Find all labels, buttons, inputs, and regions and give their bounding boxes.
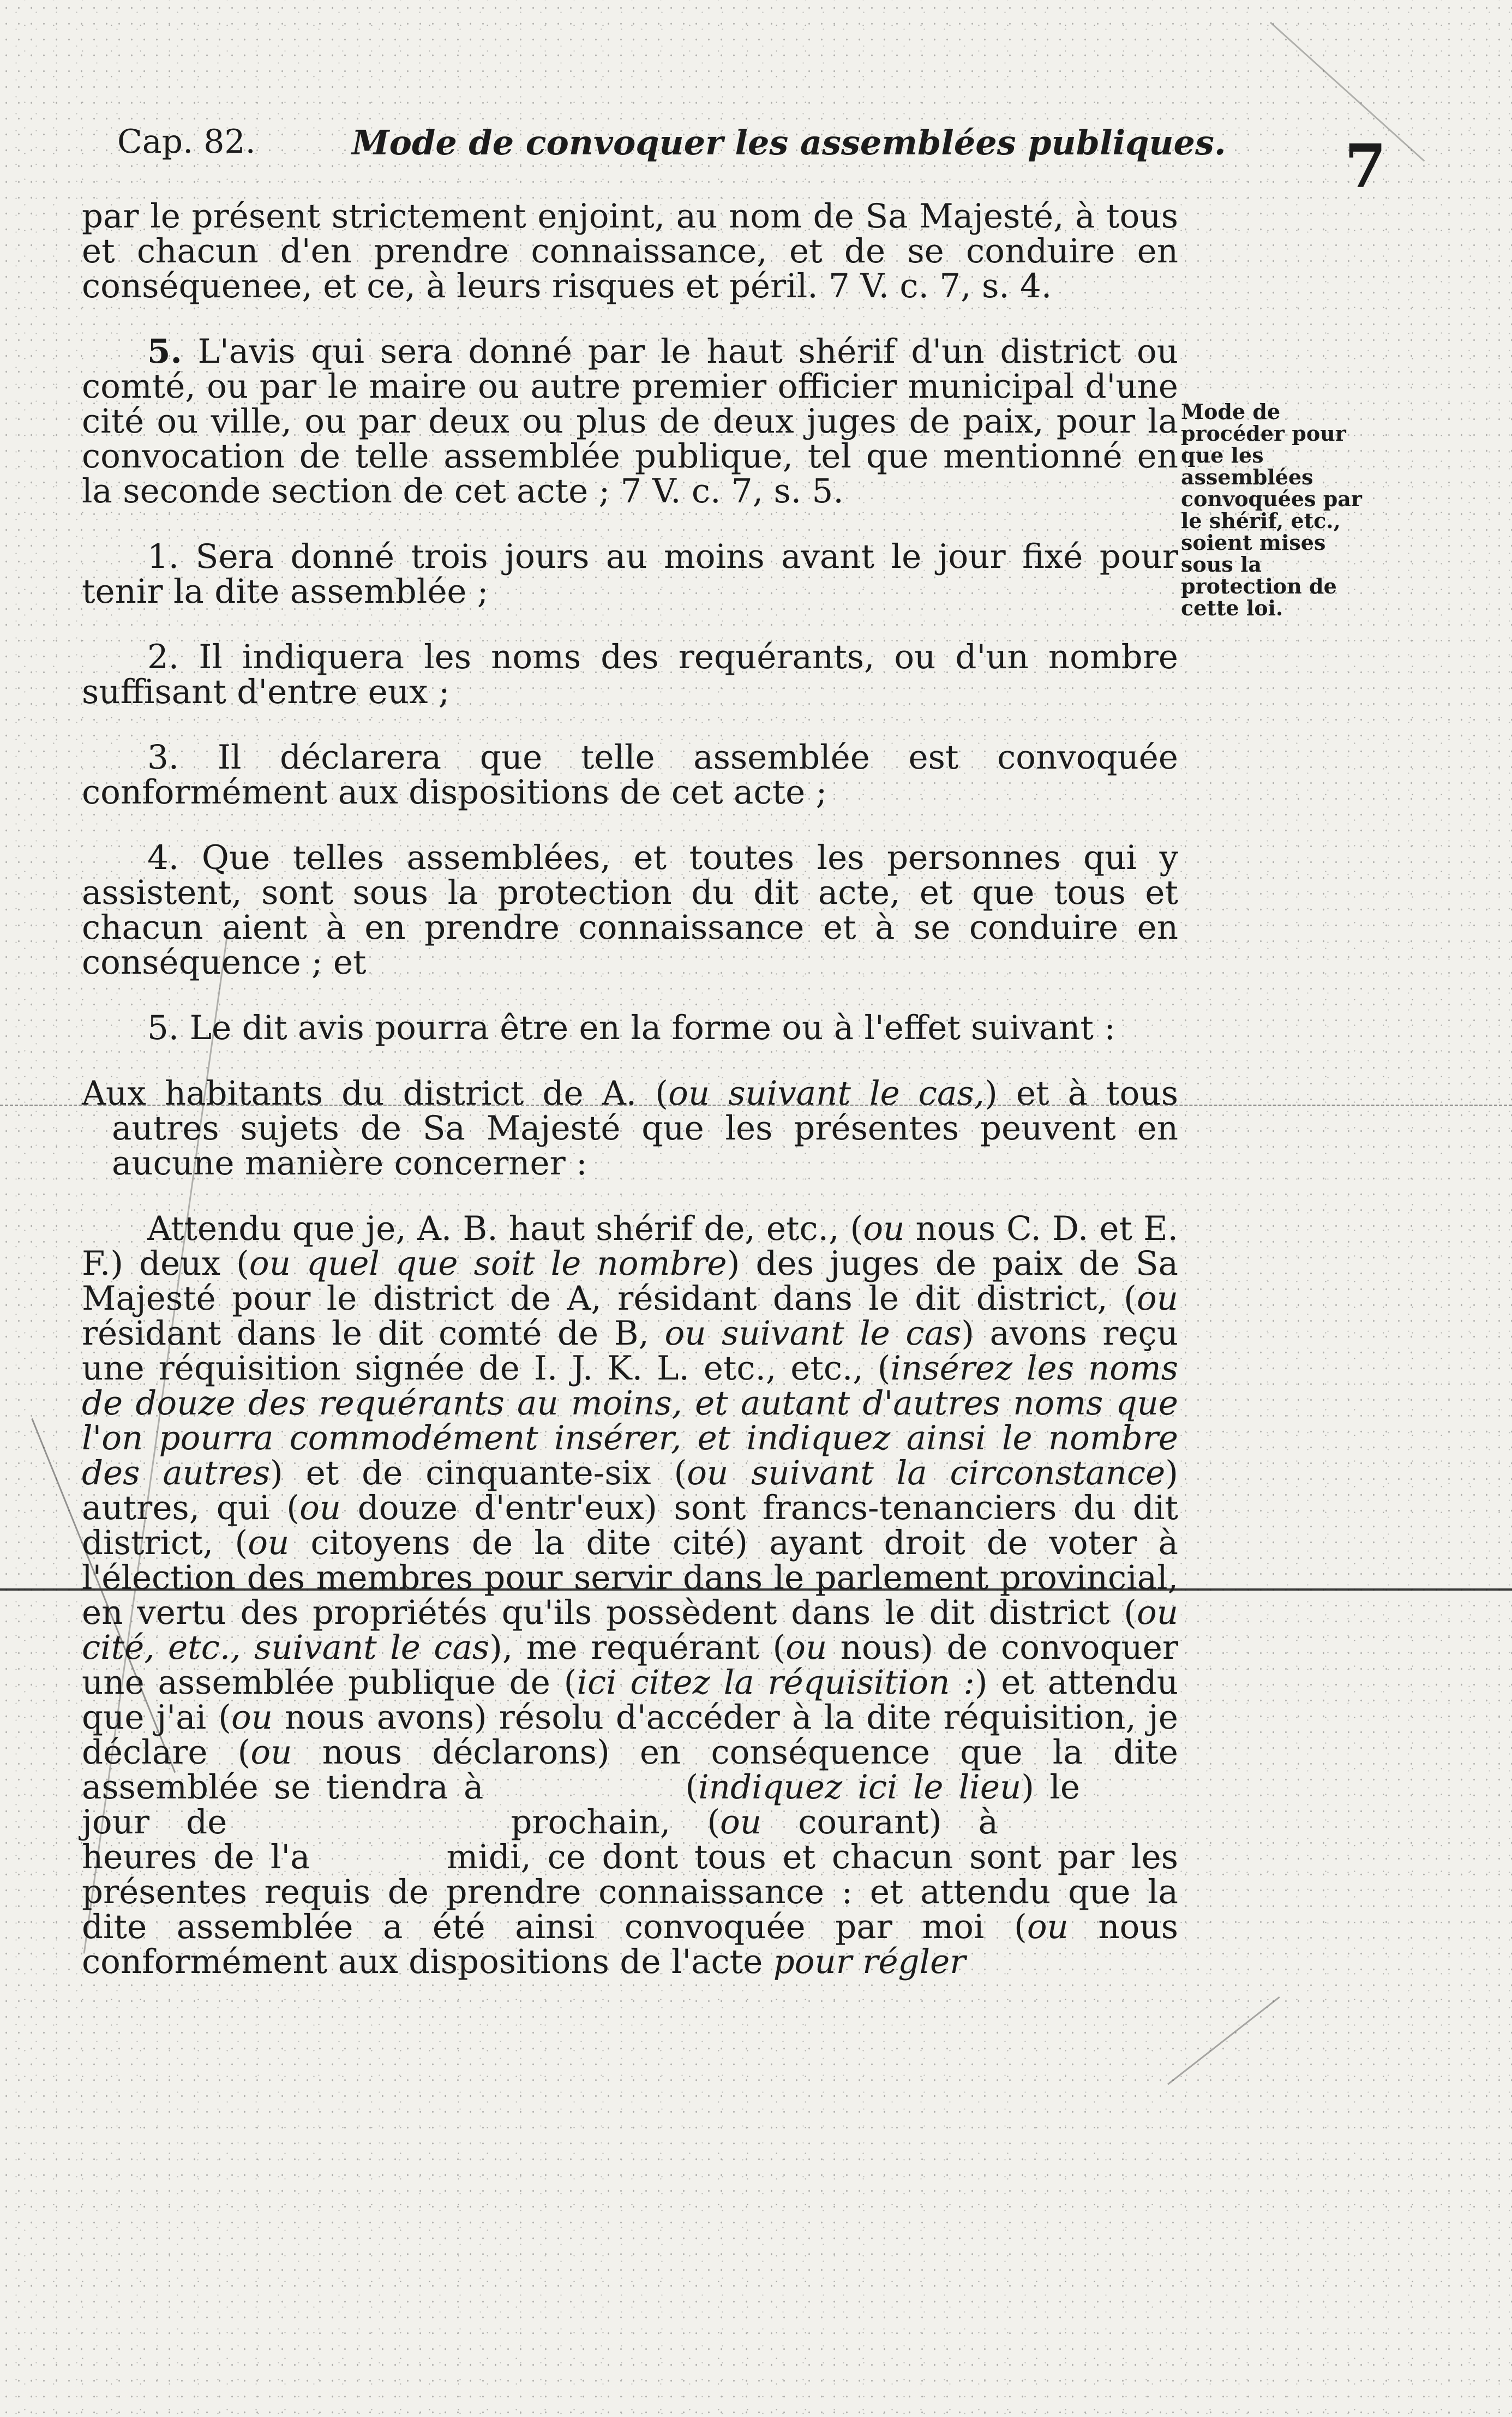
list-item-5: 5. Le dit avis pourra être en la forme ou à l'effet suivant :	[147, 1009, 1115, 1047]
citation: 7 V. c. 7, s. 5.	[620, 472, 844, 511]
margin-note: Mode de procéder pour que les assemblées convoquées par le shérif, etc., soient mises sous la protection de cette loi.	[1181, 399, 1362, 620]
section-number: 5.	[147, 332, 182, 371]
list-item-4: 4. Que telles assemblées, et toutes les personnes qui y assistent, sont sous la protection du dit acte, et que tous et chacun aient à en prendre connaissance et à se conduire en conséquence ; et	[82, 838, 1179, 982]
form-body: Attendu que je, A. B. haut shérif de, etc., (ou nous C. D. et E. F.) deux (ou quel que soit le nombre) des juges de paix de Sa Majesté pour le district de A, résidant dans le dit district, (ou résidant dans le dit comté de B, ou suivant le cas) avons reçu une réquisition signée de I. J. K. L. etc., etc., (insérez les noms de douze des requérants au moins, et autant d'autres noms que l'on pourra commodément insérer, et indiquez ainsi le nombre des autres) et de cinquante-six (ou suivant la circonstance) autres, qui (ou douze d'entr'eux) sont francs-tenanciers du dit district, (ou citoyens de la dite cité) ayant droit de voter à l'élection des membres pour servir dans le parlement provincial, en vertu des propriétés qu'ils possèdent dans le dit district (ou cité, etc., suivant le cas), me requérant (ou nous) de convoquer une assemblée publique de (ici citez la réquisition :) et attendu que j'ai (ou nous avons) résolu d'accéder à la dite réquisition, je déclare (ou nous déclarons) en conséquence que la dite assemblée se tiendra à (indiquez ici le lieu) lejour de prochain, (ou courant) àheures de l'a midi, ce dont tous et chacun sont par les présentes requis de prendre connaissance : et attendu que la dite assemblée a été ainsi convoquée par moi (ou nous conformément aux dispositions de l'acte pour régler	[82, 1209, 1179, 1981]
form-address: Aux habitants du district de A. (ou suivant le cas,) et à tous autres sujets de Sa Majesté que les présentes peuvent en aucune manière concerner :	[82, 1074, 1178, 1183]
citation: 7 V. c. 7, s. 4.	[829, 267, 1052, 305]
section-5: 5. L'avis qui sera donné par le haut shérif d'un district ou comté, ou par le maire ou autre premier officier municipal d'une cité ou ville, ou par deux ou plus de deux juges de paix, pour la convocation de telle assemblée publique, tel que mentionné en la seconde section de cet acte ; 7 V. c. 7, s. 5.	[82, 332, 1179, 511]
list-item-3: 3. Il déclarera que telle assemblée est convoquée conformément aux dispositions de cet acte ;	[82, 738, 1179, 812]
paragraph-continuation: par le présent strictement enjoint, au nom de Sa Majesté, à tous et chacun d'en prendre connaissance, et de se conduire en conséquenee, et ce, à leurs risques et péril. 7 V. c. 7, s. 4.	[82, 197, 1178, 305]
list-item-2: 2. Il indiquera les noms des requérants, ou d'un nombre suffisant d'entre eux ;	[82, 638, 1178, 711]
running-header	[117, 123, 1426, 201]
running-title: Mode de convoquer les assemblées publiques.	[352, 123, 1226, 163]
body-text	[82, 199, 1178, 1980]
chapter-label: Cap. 82.	[117, 123, 256, 161]
page-number: 7	[1345, 131, 1387, 201]
list-item-1: 1. Sera donné trois jours au moins avant le jour fixé pour tenir la dite assemblée ;	[82, 537, 1178, 611]
paper-scratch	[1167, 1996, 1280, 2085]
